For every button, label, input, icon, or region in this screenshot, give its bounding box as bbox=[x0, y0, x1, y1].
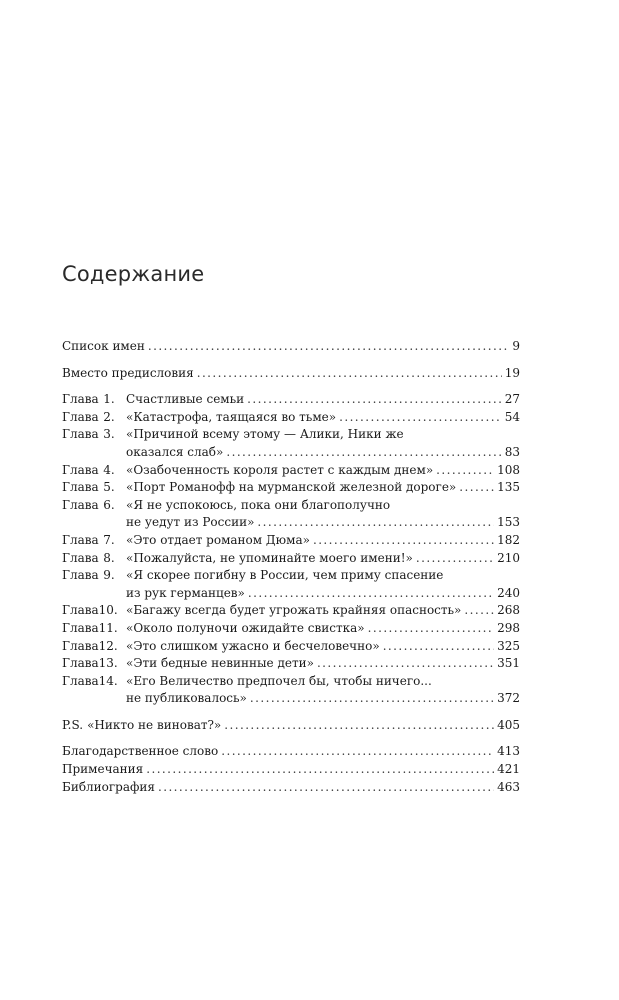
dot-leader bbox=[224, 717, 494, 735]
chapter-label bbox=[62, 620, 126, 638]
dot-leader bbox=[197, 365, 502, 383]
toc-entry bbox=[62, 602, 520, 620]
dot-leader bbox=[436, 462, 494, 480]
toc-page-number: 83 bbox=[504, 444, 520, 459]
dot-leader bbox=[464, 602, 494, 620]
dot-leader bbox=[339, 409, 502, 427]
chapter-word: Глава bbox=[62, 656, 99, 671]
chapter-number: 6. bbox=[103, 497, 115, 512]
toc-entry-title: оказался слаб» bbox=[126, 444, 224, 459]
chapter-number: 14. bbox=[98, 673, 118, 688]
chapter-label bbox=[62, 673, 126, 708]
toc-entry-title: «Причиной всему этому — Алики, Ники же bbox=[126, 427, 404, 442]
toc-entry-title: «Это слишком ужасно и бесчеловечно» bbox=[126, 638, 380, 653]
toc-page-number: 153 bbox=[497, 515, 520, 530]
section-prefix: P.S. bbox=[62, 717, 84, 732]
chapter-label bbox=[62, 426, 126, 461]
dot-leader bbox=[247, 391, 502, 409]
toc-entry-title: «Багажу всегда будет угрожать крайняя опасность» bbox=[126, 603, 462, 618]
toc-entry bbox=[62, 717, 520, 735]
chapter-label bbox=[62, 602, 126, 620]
dot-leader bbox=[416, 550, 494, 568]
chapter-number: 7. bbox=[103, 532, 115, 547]
chapter-number: 2. bbox=[103, 409, 115, 424]
chapter-number: 11. bbox=[98, 620, 118, 635]
toc-page-number: 54 bbox=[504, 409, 520, 424]
dot-leader bbox=[221, 743, 494, 761]
chapter-word: Глава bbox=[62, 480, 99, 495]
dot-leader bbox=[148, 338, 509, 356]
toc-entry bbox=[62, 655, 520, 673]
toc-page-number: 19 bbox=[504, 365, 520, 380]
toc-entry bbox=[62, 532, 520, 550]
toc-entry bbox=[62, 479, 520, 497]
table-of-contents bbox=[62, 338, 520, 796]
chapter-word: Глава bbox=[62, 673, 99, 688]
toc-entry-title: не уедут из России» bbox=[126, 515, 255, 530]
chapter-label bbox=[62, 550, 126, 568]
toc-entry-title: «Эти бедные невинные дети» bbox=[126, 656, 314, 671]
toc-page-number: 27 bbox=[504, 392, 520, 407]
chapter-word: Глава bbox=[62, 409, 99, 424]
chapter-word: Глава bbox=[62, 462, 99, 477]
chapter-word: Глава bbox=[62, 620, 99, 635]
toc-entry-title: Примечания bbox=[62, 762, 144, 777]
toc-page-number: 268 bbox=[497, 603, 520, 618]
toc-entry-title: «Никто не виноват?» bbox=[87, 717, 222, 732]
toc-entry-title: Вместо предисловия bbox=[62, 365, 194, 380]
chapter-number: 10. bbox=[98, 603, 118, 618]
dot-leader bbox=[250, 690, 494, 708]
toc-page-number: 240 bbox=[497, 585, 520, 600]
chapter-label bbox=[62, 479, 126, 497]
chapter-label bbox=[62, 655, 126, 673]
chapter-word: Глава bbox=[62, 392, 99, 407]
toc-entry bbox=[62, 779, 520, 797]
dot-leader bbox=[313, 532, 494, 550]
chapter-number: 9. bbox=[103, 568, 115, 583]
toc-entry bbox=[62, 567, 520, 602]
toc-page-number: 351 bbox=[497, 656, 520, 671]
chapter-number: 12. bbox=[98, 638, 118, 653]
chapter-number: 13. bbox=[98, 656, 118, 671]
dot-leader bbox=[146, 761, 494, 779]
toc-page-number: 108 bbox=[497, 462, 520, 477]
page-title: Содержание bbox=[62, 262, 205, 286]
chapter-word: Глава bbox=[62, 532, 99, 547]
toc-entry bbox=[62, 743, 520, 761]
toc-entry-title: «Пожалуйста, не упоминайте моего имени!» bbox=[126, 550, 413, 565]
toc-entry bbox=[62, 426, 520, 461]
toc-page-number: 298 bbox=[497, 620, 520, 635]
dot-leader bbox=[383, 638, 494, 656]
chapter-number: 8. bbox=[103, 550, 115, 565]
toc-page-number: 182 bbox=[497, 532, 520, 547]
dot-leader bbox=[257, 514, 494, 532]
chapter-label bbox=[62, 532, 126, 550]
toc-page-number: 9 bbox=[512, 339, 520, 353]
chapter-word: Глава bbox=[62, 427, 99, 442]
chapter-label bbox=[62, 462, 126, 480]
toc-entry-title: из рук германцев» bbox=[126, 585, 245, 600]
toc-entry bbox=[62, 550, 520, 568]
toc-entry-title: «Около полуночи ожидайте свистка» bbox=[126, 620, 365, 635]
toc-entry bbox=[62, 391, 520, 409]
chapter-label bbox=[62, 409, 126, 427]
toc-page-number: 463 bbox=[497, 779, 520, 794]
chapter-number: 5. bbox=[103, 480, 115, 495]
dot-leader bbox=[226, 444, 501, 462]
toc-page-number: 421 bbox=[497, 762, 520, 777]
toc-page-number: 413 bbox=[497, 744, 520, 759]
toc-entry bbox=[62, 761, 520, 779]
chapter-number: 3. bbox=[103, 427, 115, 442]
toc-entry bbox=[62, 620, 520, 638]
chapter-label bbox=[62, 567, 126, 602]
toc-entry-title: Счастливые семьи bbox=[126, 392, 245, 407]
dot-leader bbox=[248, 585, 494, 603]
toc-entry-title: Библиография bbox=[62, 779, 155, 794]
chapter-word: Глава bbox=[62, 603, 99, 618]
chapter-word: Глава bbox=[62, 568, 99, 583]
toc-entry bbox=[62, 462, 520, 480]
toc-entry-title: «Я скорее погибну в России, чем приму спасение bbox=[126, 568, 444, 583]
chapter-word: Глава bbox=[62, 638, 99, 653]
toc-entry-title: не публиковалось» bbox=[126, 691, 247, 706]
chapter-number: 1. bbox=[103, 392, 115, 407]
toc-entry-title: «Я не успокоюсь, пока они благополучно bbox=[126, 497, 391, 512]
toc-entry-title: «Озабоченность короля растет с каждым днем» bbox=[126, 462, 434, 477]
toc-page-number: 372 bbox=[497, 691, 520, 706]
toc-entry bbox=[62, 638, 520, 656]
dot-leader bbox=[368, 620, 494, 638]
toc-entry-title: «Это отдает романом Дюма» bbox=[126, 532, 310, 547]
toc-entry-title: Список имен bbox=[62, 339, 145, 353]
dot-leader bbox=[459, 479, 494, 497]
toc-entry-title: «Его Величество предпочел бы, чтобы ничего... bbox=[126, 673, 432, 688]
chapter-number: 4. bbox=[103, 462, 115, 477]
toc-page-number: 135 bbox=[497, 480, 520, 495]
chapter-label bbox=[62, 497, 126, 532]
toc-entry bbox=[62, 409, 520, 427]
toc-entry bbox=[62, 338, 520, 356]
chapter-word: Глава bbox=[62, 497, 99, 512]
chapter-label bbox=[62, 391, 126, 409]
toc-page-number: 210 bbox=[497, 550, 520, 565]
toc-entry-title: «Порт Романофф на мурманской железной дороге» bbox=[126, 480, 457, 495]
toc-entry bbox=[62, 497, 520, 532]
toc-entry bbox=[62, 365, 520, 383]
toc-entry bbox=[62, 673, 520, 708]
chapter-word: Глава bbox=[62, 550, 99, 565]
dot-leader bbox=[158, 779, 494, 797]
toc-page-number: 325 bbox=[497, 638, 520, 653]
chapter-label bbox=[62, 638, 126, 656]
toc-page-number: 405 bbox=[497, 717, 520, 732]
toc-entry-title: «Катастрофа, таящаяся во тьме» bbox=[126, 409, 337, 424]
dot-leader bbox=[317, 655, 494, 673]
toc-entry-title: Благодарственное слово bbox=[62, 744, 219, 759]
